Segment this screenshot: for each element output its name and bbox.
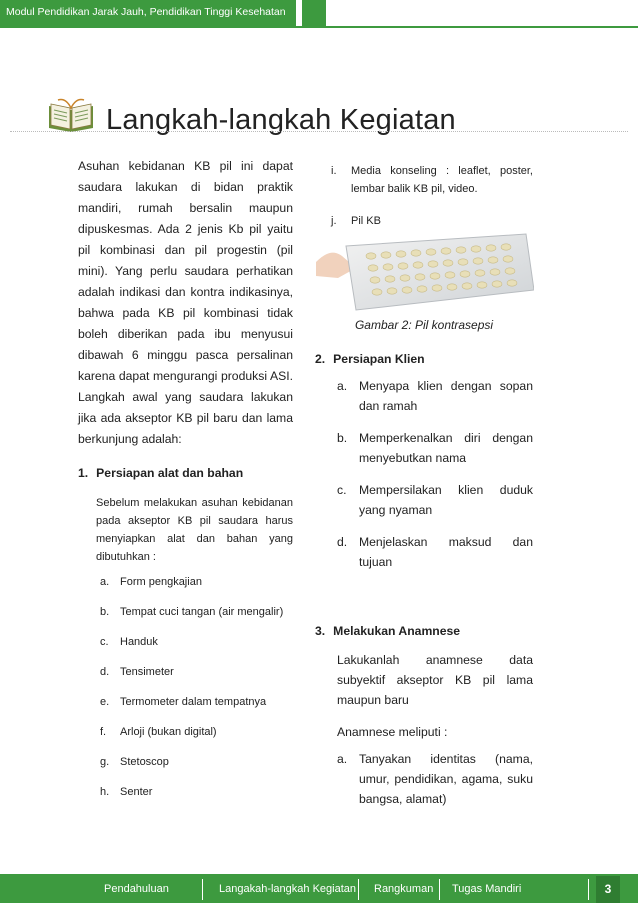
right-lower <box>315 352 533 572</box>
left-column <box>78 156 293 810</box>
header-rule <box>0 26 638 28</box>
header-accent-block <box>302 0 326 26</box>
step2-number: 2. <box>315 352 326 366</box>
nav-separator <box>588 879 589 900</box>
list-item: a. Menyapa klien dengan sopan dan ramah <box>337 379 533 413</box>
section-title: Langkah-langkah Kegiatan <box>106 104 456 136</box>
nav-tugas-mandiri[interactable]: Tugas Mandiri <box>452 883 522 895</box>
step1-heading <box>78 466 293 480</box>
tool-list <box>100 576 293 810</box>
footer-nav <box>0 876 638 903</box>
list-item: d. Menjelaskan maksud dan tujuan <box>337 535 533 569</box>
list-item: j. Pil KB <box>331 215 381 227</box>
list-item: a. Form pengkajian <box>100 576 202 588</box>
title-divider <box>10 131 628 132</box>
nav-rangkuman[interactable]: Rangkuman <box>374 883 434 895</box>
step1-title: Persiapan alat dan bahan <box>96 466 244 480</box>
step3-heading <box>315 624 533 638</box>
step3-text2: Anamnese meliputi : <box>337 725 448 739</box>
list-item: c. Handuk <box>100 636 158 648</box>
intro-paragraph: Asuhan kebidanan KB pil ini dapat saudara lakukan di bidan praktik mandiri, rumah bersalin maupun dipuskesmas. Ada 2 jenis Kb pil yaitu pil kombinasi dan pil progestin (pil mini). Yang perlu saudara perhatikan adalah indikasi dan kontra indikasinya, bahwa pada KB pil kombinasi tidak boleh diberikan pada ibu menyusui dibawah 6 minggu pasca persalinan karena dapat mengurangi produksi ASI. Langkah awal yang saudara lakukan jika ada akseptor KB pil baru dan lama berkunjung adalah: <box>78 159 293 446</box>
list-item: g. Stetoscop <box>100 756 169 768</box>
right-column <box>315 156 533 230</box>
open-book-icon <box>46 98 96 134</box>
step3-number: 3. <box>315 624 326 638</box>
list-item: f. Arloji (bukan digital) <box>100 726 217 738</box>
step1-number: 1. <box>78 466 89 480</box>
step3-block <box>315 624 533 809</box>
nav-langkah[interactable]: Langakah-langkah Kegiatan <box>219 883 357 895</box>
list-item: a. Tanyakan identitas (nama, umur, pendidikan, agama, suku bangsa, alamat) <box>337 752 533 806</box>
step3-text: Lakukanlah anamnese data subyektif akseptor KB pil lama maupun baru <box>337 653 533 707</box>
step2-title: Persiapan Klien <box>333 352 425 366</box>
nav-separator <box>358 879 359 900</box>
list-item: d. Tensimeter <box>100 666 174 678</box>
figure-caption: Gambar 2: Pil kontrasepsi <box>354 318 494 332</box>
contraceptive-pill-photo <box>316 232 534 312</box>
nav-pendahuluan[interactable]: Pendahuluan <box>104 883 169 895</box>
list-item: b. Memperkenalkan diri dengan menyebutkan nama <box>337 431 533 465</box>
nav-separator <box>202 879 203 900</box>
step1-text: Sebelum melakukan asuhan kebidanan pada akseptor KB pil saudara harus menyiapkan alat dan bahan yang dibutuhkan : <box>96 497 293 563</box>
step3-title: Melakukan Anamnese <box>333 624 461 638</box>
nav-separator <box>439 879 440 900</box>
list-item: e. Termometer dalam tempatnya <box>100 696 267 708</box>
step2-heading <box>315 352 533 366</box>
module-title: Modul Pendidikan Jarak Jauh, Pendidikan Tinggi Kesehatan <box>6 6 286 18</box>
list-item: b. Tempat cuci tangan (air mengalir) <box>100 606 284 618</box>
list-item: h. Senter <box>100 786 153 798</box>
list-item: c. Mempersilakan klien duduk yang nyaman <box>337 483 533 517</box>
list-item: i. Media konseling : leaflet, poster, lembar balik KB pil, video. <box>331 165 533 195</box>
header-bar <box>0 0 296 26</box>
page-number: 3 <box>596 876 620 903</box>
